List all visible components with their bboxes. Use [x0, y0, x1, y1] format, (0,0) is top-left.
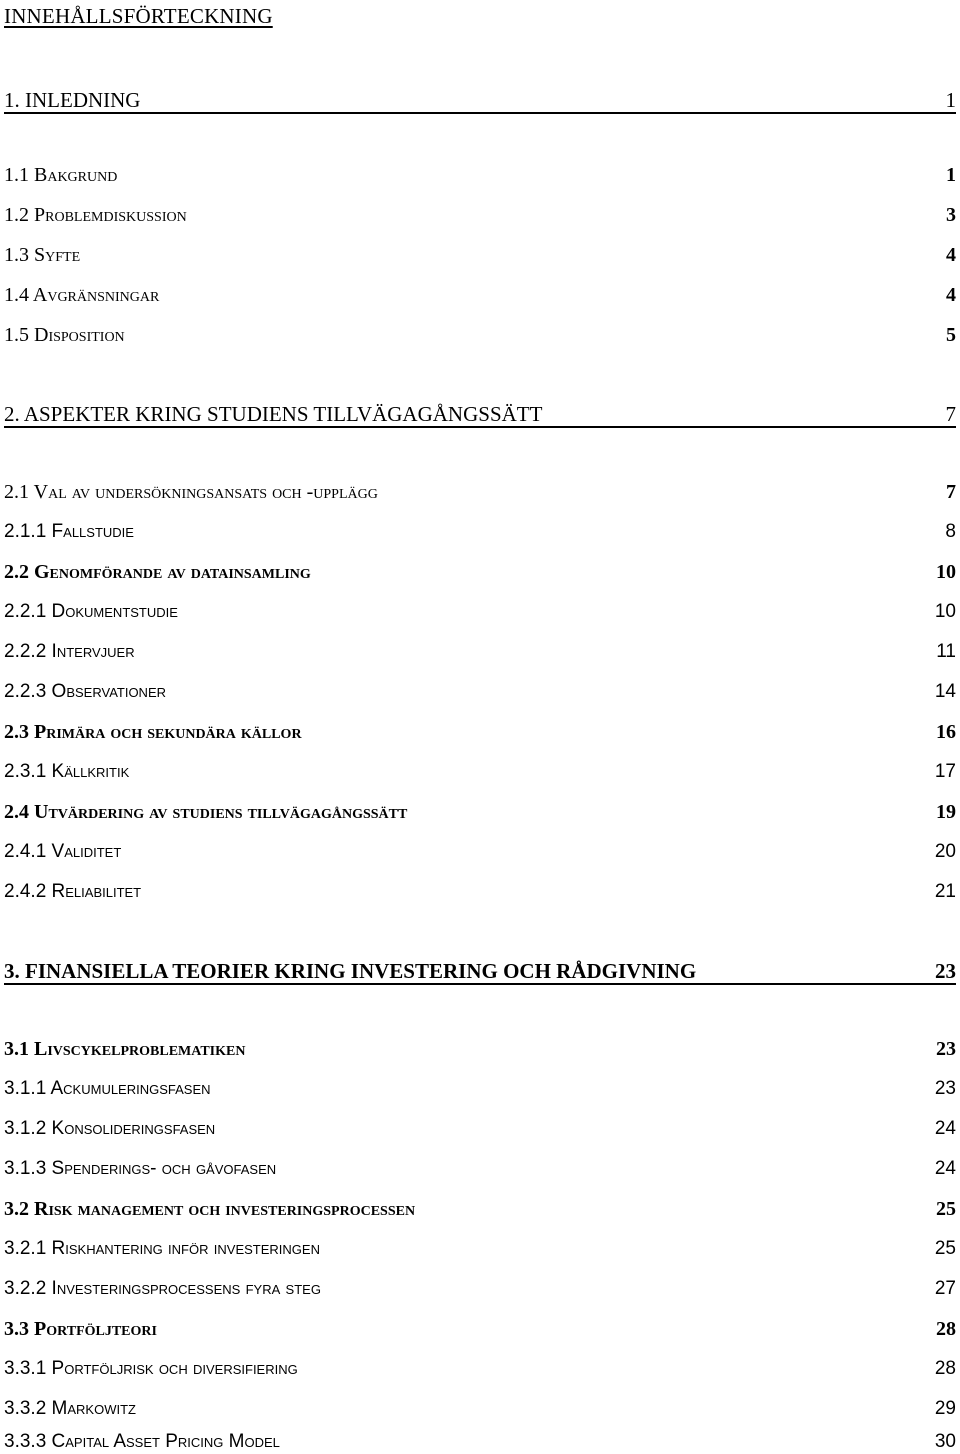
toc-entry-1-5[interactable] — [4, 315, 956, 347]
toc-entry-3-2[interactable] — [4, 1189, 956, 1221]
toc-entry-page: 10 — [934, 601, 956, 622]
toc-entry-page: 17 — [934, 761, 956, 782]
toc-entry-1-4[interactable] — [4, 275, 956, 307]
toc-entry-page: 14 — [934, 681, 956, 702]
toc-entry-label: 1.2 Problemdiskussion — [4, 204, 187, 226]
toc-entry-page: 25 — [936, 1198, 956, 1220]
toc-entry-2-4[interactable] — [4, 792, 956, 824]
toc-entry-page: 27 — [934, 1278, 956, 1299]
toc-entry-label: 2.4.1 Validitet — [4, 841, 122, 862]
toc-entry-2-2-3[interactable] — [4, 672, 956, 704]
toc-entry-page: 20 — [934, 841, 956, 862]
toc-entry-label: 3.2.1 Riskhantering inför investeringen — [4, 1238, 320, 1259]
toc-entry-label: 1.4 Avgränsningar — [4, 284, 160, 306]
toc-entry-2-4-1[interactable] — [4, 832, 956, 864]
toc-entry-2-3[interactable] — [4, 712, 956, 744]
toc-entry-page: 3 — [946, 204, 956, 226]
toc-entry-label: 1.3 Syfte — [4, 244, 81, 266]
toc-entry-page: 23 — [935, 959, 956, 983]
toc-entry-2[interactable] — [4, 394, 956, 428]
toc-entry-label: 2. ASPEKTER KRING STUDIENS TILLVÄGAGÅNGSSÄTT — [4, 402, 543, 426]
toc-entry-3-3-2[interactable] — [4, 1389, 956, 1421]
toc-entry-label: 3. FINANSIELLA TEORIER KRING INVESTERING OCH RÅDGIVNING — [4, 959, 697, 983]
toc-entry-page: 24 — [934, 1118, 956, 1139]
toc-entry-label: 2.2.3 Observationer — [4, 681, 167, 702]
toc-entry-2-3-1[interactable] — [4, 752, 956, 784]
toc-entry-page: 7 — [946, 481, 956, 503]
toc-entry-label: 1.5 Disposition — [4, 324, 125, 346]
toc-entry-page: 5 — [946, 324, 956, 346]
toc-entry-2-2[interactable] — [4, 552, 956, 584]
toc-entry-label: 2.4.2 Reliabilitet — [4, 881, 142, 902]
toc-entry-page: 10 — [936, 561, 956, 583]
toc-entry-label: 3.3.1 Portföljrisk och diversifiering — [4, 1358, 298, 1379]
toc-entry-label: 3.1.3 Spenderings- och gåvofasen — [4, 1158, 277, 1179]
toc-entry-label: 3.2.2 Investeringsprocessens fyra steg — [4, 1278, 321, 1299]
toc-entry-label: 2.1 Val av undersökningsansats och -upplägg — [4, 481, 378, 503]
toc-entry-label: 3.3.2 Markowitz — [4, 1398, 136, 1419]
toc-entry-label: 2.3 Primära och sekundära källor — [4, 721, 302, 743]
toc-entry-page: 11 — [936, 641, 956, 662]
toc-entry-page: 21 — [934, 881, 956, 902]
toc-entry-2-1[interactable] — [4, 472, 956, 504]
toc-entry-2-4-2[interactable] — [4, 872, 956, 904]
toc-entry-label: 3.1.1 Ackumuleringsfasen — [4, 1078, 211, 1099]
toc-entry-3-1-2[interactable] — [4, 1109, 956, 1141]
toc-entry-label: 1. INLEDNING — [4, 88, 141, 112]
toc-entry-page: 28 — [934, 1358, 956, 1379]
toc-entry-page: 8 — [945, 521, 956, 542]
toc-entry-page: 30 — [934, 1431, 956, 1452]
toc-entry-3-3[interactable] — [4, 1309, 956, 1341]
toc-entry-label: 2.2.1 Dokumentstudie — [4, 601, 178, 622]
toc-entry-page: 23 — [936, 1038, 956, 1060]
toc-entry-label: 2.2 Genomförande av datainsamling — [4, 561, 311, 583]
toc-entry-2-1-1[interactable] — [4, 512, 956, 544]
toc-entry-2-2-2[interactable] — [4, 632, 956, 664]
toc-entry-3-1-3[interactable] — [4, 1149, 956, 1181]
toc-entry-3-1[interactable] — [4, 1029, 956, 1061]
toc-entry-label: 3.3.3 Capital Asset Pricing Model — [4, 1431, 280, 1452]
toc-entry-3-3-3[interactable] — [4, 1422, 956, 1454]
toc-entry-label: 3.2 Risk management och investeringsprocessen — [4, 1198, 416, 1220]
toc-entry-2-2-1[interactable] — [4, 592, 956, 624]
toc-entry-page: 29 — [934, 1398, 956, 1419]
toc-entry-1-1[interactable] — [4, 155, 956, 187]
toc-entry-page: 1 — [946, 164, 956, 186]
toc-entry-1[interactable] — [4, 80, 956, 114]
toc-entry-page: 4 — [946, 284, 956, 306]
toc-entry-page: 7 — [945, 402, 956, 426]
toc-entry-3-2-2[interactable] — [4, 1269, 956, 1301]
toc-entry-label: 3.1.2 Konsolideringsfasen — [4, 1118, 216, 1139]
toc-entry-page: 24 — [934, 1158, 956, 1179]
toc-entry-1-2[interactable] — [4, 195, 956, 227]
toc-entry-page: 23 — [934, 1078, 956, 1099]
toc-entry-3-2-1[interactable] — [4, 1229, 956, 1261]
toc-entry-label: 2.2.2 Intervjuer — [4, 641, 135, 662]
toc-entry-label: 2.3.1 Källkritik — [4, 761, 130, 782]
toc-entry-page: 1 — [945, 88, 956, 112]
toc-entry-3[interactable] — [4, 951, 956, 985]
toc-entry-label: 2.1.1 Fallstudie — [4, 521, 134, 542]
toc-entry-page: 4 — [946, 244, 956, 266]
toc-entry-label: 3.1 Livscykelproblematiken — [4, 1038, 246, 1060]
toc-entry-page: 19 — [936, 801, 956, 823]
toc-entry-3-3-1[interactable] — [4, 1349, 956, 1381]
toc-title: INNEHÅLLSFÖRTECKNING — [4, 4, 273, 28]
toc-entry-1-3[interactable] — [4, 235, 956, 267]
toc-entry-label: 3.3 Portföljteori — [4, 1318, 157, 1340]
toc-entry-label: 2.4 Utvärdering av studiens tillvägagångssätt — [4, 801, 408, 823]
toc-entry-label: 1.1 Bakgrund — [4, 164, 118, 186]
toc-entry-3-1-1[interactable] — [4, 1069, 956, 1101]
toc-entry-page: 16 — [936, 721, 956, 743]
toc-entry-page: 28 — [936, 1318, 956, 1340]
toc-entry-page: 25 — [934, 1238, 956, 1259]
